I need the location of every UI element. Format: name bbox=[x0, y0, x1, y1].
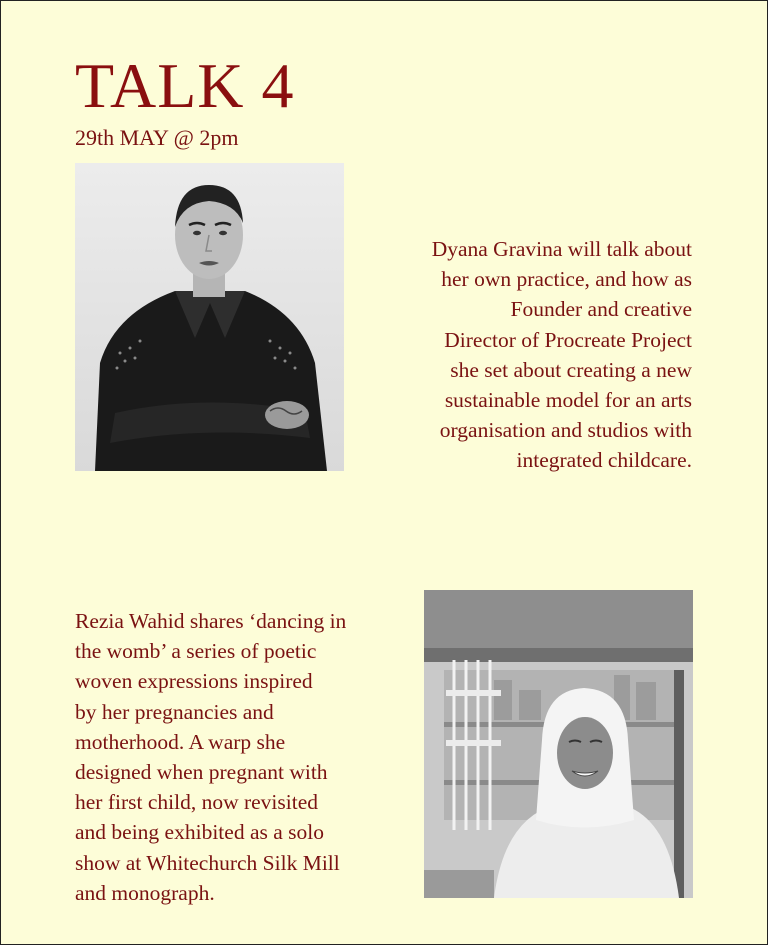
speaker2-line: and monograph. bbox=[75, 880, 215, 905]
speaker2-line: and being exhibited as a solo bbox=[75, 820, 324, 845]
speaker2-line: motherhood. A warp she bbox=[75, 729, 286, 754]
event-date: 29th MAY @ 2pm bbox=[75, 125, 239, 150]
speaker2-line: woven expressions inspired bbox=[75, 669, 313, 694]
speaker1-line: Founder and creative bbox=[510, 297, 692, 322]
speaker2-line: Rezia Wahid shares ‘dancing in bbox=[75, 609, 347, 633]
speaker2-portrait-image bbox=[424, 590, 693, 898]
speaker1-line: she set about creating a new bbox=[450, 357, 692, 382]
speaker1-line: organisation and studios with bbox=[439, 418, 692, 443]
speaker1-line: Dyana Gravina will talk about bbox=[431, 237, 692, 261]
speaker1-line: integrated childcare. bbox=[516, 448, 692, 473]
speaker2-line: her first child, now revisited bbox=[75, 790, 319, 815]
speaker1-line: her own practice, and how as bbox=[441, 267, 692, 292]
speaker2-photo bbox=[424, 590, 693, 898]
speaker1-description bbox=[380, 234, 692, 476]
speaker2-line: designed when pregnant with bbox=[75, 760, 328, 785]
speaker2-line: the womb’ a series of poetic bbox=[75, 639, 317, 664]
page-title: TALK 4 bbox=[75, 50, 295, 121]
speaker1-portrait-image bbox=[75, 163, 344, 471]
speaker2-description bbox=[75, 606, 395, 908]
speaker2-line: by her pregnancies and bbox=[75, 699, 274, 724]
speaker1-line: sustainable model for an arts bbox=[444, 388, 692, 413]
speaker1-photo bbox=[75, 163, 344, 471]
speaker2-line: show at Whitechurch Silk Mill bbox=[75, 850, 340, 875]
speaker1-line: Director of Procreate Project bbox=[444, 327, 692, 352]
